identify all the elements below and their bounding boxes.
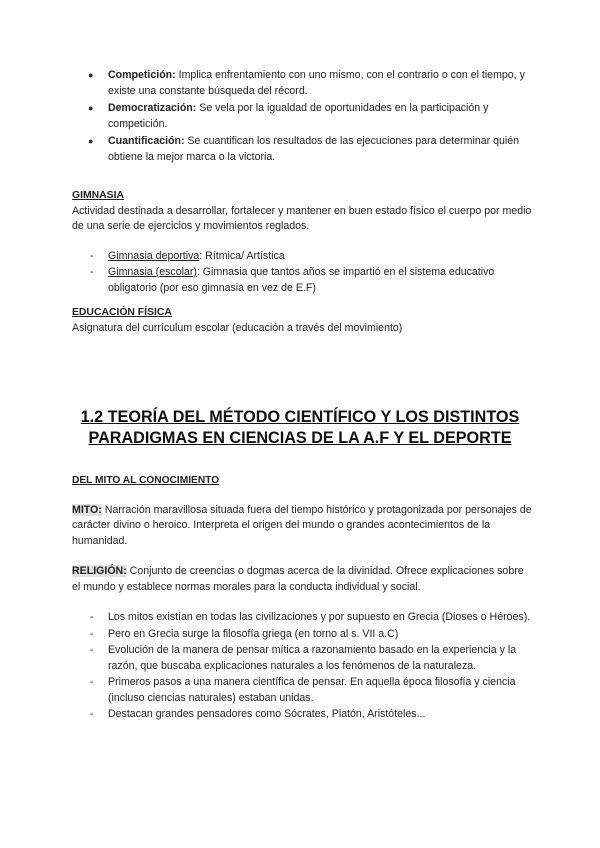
gimnasia-text: : Rítmica/ Artística	[199, 249, 285, 262]
educacion-section	[72, 305, 534, 336]
gimnasia-term: Gimnasia deportiva	[108, 249, 200, 262]
definition: Se cuantifican los resultados de las ejecuciones para determinar quién obtiene la mejor marca o la victoria.	[108, 135, 520, 163]
list-item-text: Primeros pasos a una manera científica de pensar. En aquella época filosofía y ciencia (incluso ciencias naturales) estaban unidas.	[108, 676, 516, 704]
dash-icon: -	[90, 644, 94, 656]
list-item	[72, 68, 532, 99]
bullet-icon: ●	[88, 103, 94, 113]
bullet-icon: ●	[88, 136, 94, 146]
list-item	[72, 265, 534, 296]
term: Cuantificación:	[108, 135, 185, 147]
list-item	[72, 675, 534, 706]
gimnasia-list	[72, 249, 534, 297]
mito-section	[72, 473, 534, 724]
gimnasia-description: Actividad destinada a desarrollar, fortalecer y mantener en buen estado físico el cuerpo por medio de una serie de ejercicios y movimientos reglados.	[72, 204, 532, 232]
dash-icon: -	[90, 708, 94, 720]
bullet-icon: ●	[88, 70, 94, 80]
list-item-text: Pero en Grecia surge la filosofía griega (en torno al s. VII a.C)	[108, 627, 399, 640]
list-item	[72, 610, 534, 626]
list-item	[72, 643, 534, 674]
term: Competición:	[108, 69, 176, 81]
dash-icon: -	[90, 249, 94, 262]
page-title: 1.2 TEORÍA DEL MÉTODO CIENTÍFICO Y LOS DISTINTOS PARADIGMAS EN CIENCIAS DE LA A.F Y EL DEPORTE	[80, 408, 520, 447]
educacion-description: Asignatura del currículum escolar (educación a través del movimiento)	[72, 321, 403, 334]
mito-text: Narración maravillosa situada fuera del tiempo histórico y protagonizada por personajes de carácter divino o heroico. Interpreta el origen del mundo o grandes acontecimientos de la humanidad.	[72, 503, 532, 547]
religion-text: Conjunto de creencias o dogmas acerca de la divinidad. Ofrece explicaciones sobre el mundo y establece normas morales para la conducta individual y social.	[72, 565, 524, 593]
dash-icon: -	[90, 266, 94, 278]
gimnasia-term: Gimnasia (escolar)	[108, 266, 197, 278]
definition: Se vela por la igualdad de oportunidades en la participación y competición.	[108, 102, 489, 130]
list-item	[72, 134, 532, 165]
list-item	[72, 627, 534, 643]
sport-characteristics-list	[72, 68, 532, 167]
religion-term: RELIGIÓN:	[72, 565, 127, 577]
list-item	[72, 101, 532, 132]
educacion-heading: EDUCACIÓN FÍSICA	[72, 307, 172, 318]
dash-icon: -	[90, 627, 94, 640]
mito-list	[72, 610, 534, 723]
list-item-text: Destacan grandes pensadores como Sócrates, Platón, Aristóteles...	[108, 708, 426, 720]
dash-icon: -	[90, 676, 94, 688]
list-item	[72, 249, 534, 265]
list-item-text: Los mitos existían en todas las civilizaciones y por supuesto en Grecia (Dioses o Héroes).	[108, 611, 531, 623]
mito-definition	[72, 503, 534, 550]
dash-icon: -	[90, 611, 94, 623]
list-item	[72, 707, 534, 723]
mito-section-heading: DEL MITO AL CONOCIMIENTO	[72, 475, 220, 486]
gimnasia-text: : Gimnasia que tantos años se impartió en el sistema educativo obligatorio (por eso gimnasia en vez de E.F)	[108, 266, 495, 294]
list-item-text: Evolución de la manera de pensar mítica a razonamiento basado en la experiencia y la razón, que buscaba explicaciones naturales a los fenómenos de la naturaleza.	[108, 644, 517, 672]
gimnasia-heading: GIMNASIA	[72, 190, 124, 201]
mito-term: MITO:	[72, 503, 102, 516]
religion-definition	[72, 564, 534, 595]
definition: Implica enfrentamiento con uno mismo, con el contrario o con el tiempo, y existe una constante búsqueda del récord.	[108, 69, 525, 97]
term: Democratización:	[108, 102, 197, 114]
gimnasia-section	[72, 188, 534, 297]
